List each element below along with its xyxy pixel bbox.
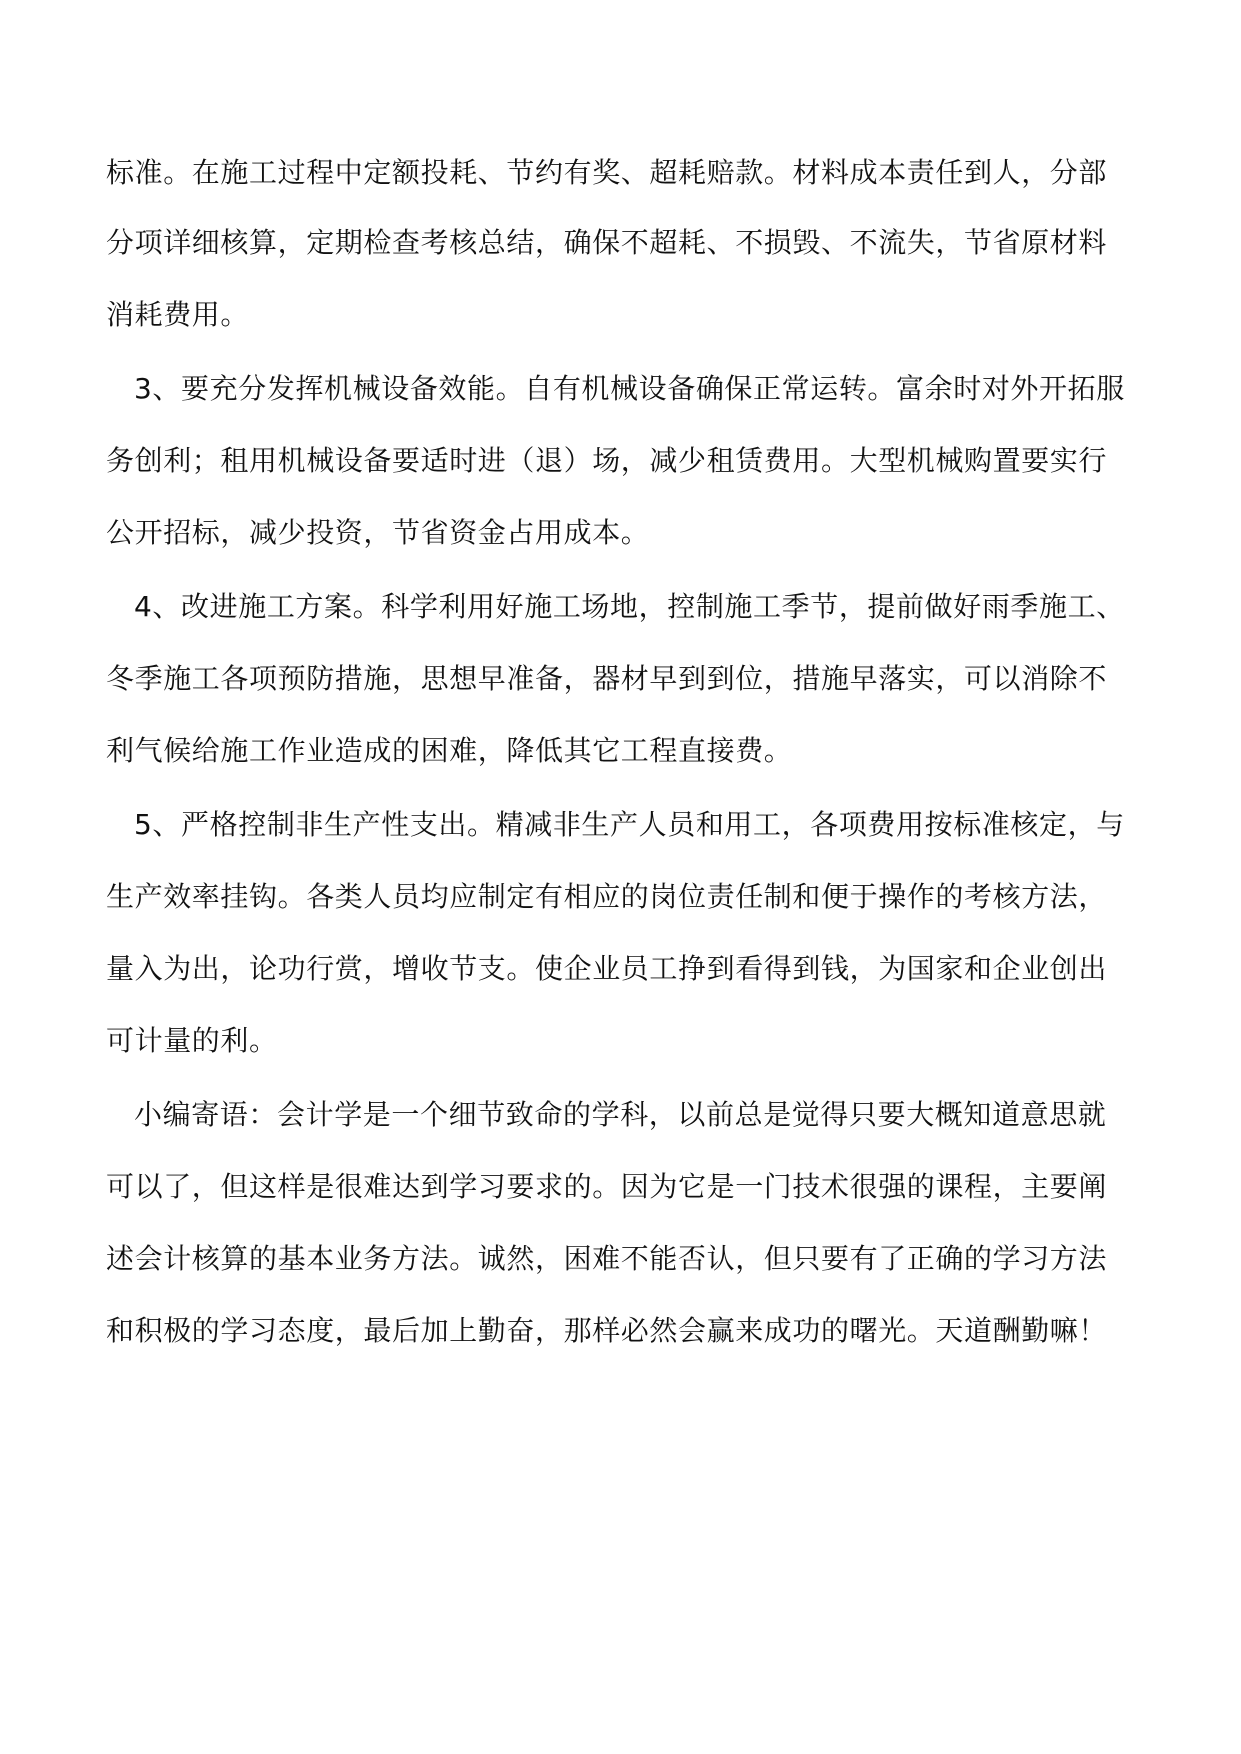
text-line: 5、严格控制非生产性支出。精减非生产人员和用工，各项费用按标准核定，与 [134,808,1125,841]
text-line: 务创利；租用机械设备要适时进（退）场，减少租赁费用。大型机械购置要实行 [106,444,1108,477]
text-line: 冬季施工各项预防措施，思想早准备，器材早到到位，措施早落实，可以消除不 [106,662,1108,695]
text-line: 小编寄语：会计学是一个细节致命的学科，以前总是觉得只要大概知道意思就 [134,1098,1107,1131]
text-line: 公开招标，减少投资，节省资金占用成本。 [106,516,650,549]
text-line: 3、要充分发挥机械设备效能。自有机械设备确保正常运转。富余时对外开拓服 [134,372,1125,405]
text-line: 生产效率挂钩。各类人员均应制定有相应的岗位责任制和便于操作的考核方法， [106,880,1108,913]
text-line: 标准。在施工过程中定额投耗、节约有奖、超耗赔款。材料成本责任到人，分部 [106,156,1108,189]
text-line: 分项详细核算，定期检查考核总结，确保不超耗、不损毁、不流失，节省原材料 [106,226,1108,259]
text-line: 4、改进施工方案。科学利用好施工场地，控制施工季节，提前做好雨季施工、 [134,590,1125,623]
text-line: 可以了，但这样是很难达到学习要求的。因为它是一门技术很强的课程，主要阐 [106,1170,1108,1203]
text-line: 消耗费用。 [106,298,250,331]
text-line: 和积极的学习态度，最后加上勤奋，那样必然会赢来成功的曙光。天道酬勤嘛！ [106,1314,1108,1347]
text-line: 述会计核算的基本业务方法。诚然，困难不能否认，但只要有了正确的学习方法 [106,1242,1108,1275]
text-line: 可计量的利。 [106,1024,278,1057]
text-line: 量入为出，论功行赏，增收节支。使企业员工挣到看得到钱，为国家和企业创出 [106,952,1108,985]
text-line: 利气候给施工作业造成的困难，降低其它工程直接费。 [106,734,793,767]
